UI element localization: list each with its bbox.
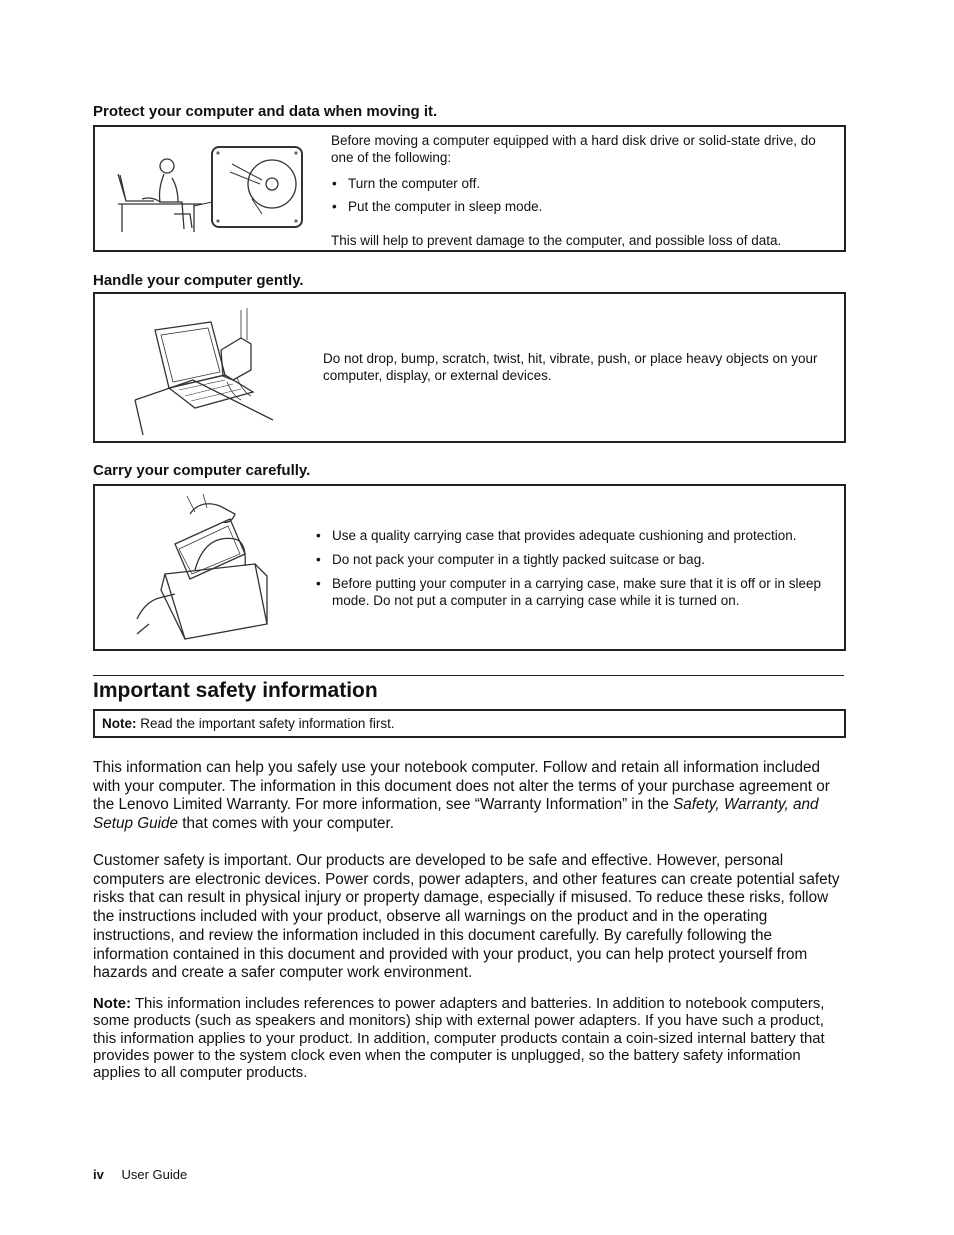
page-footer	[93, 1167, 187, 1182]
paragraph-intro-text-b: that comes with your computer.	[178, 815, 394, 833]
protect-text	[331, 132, 836, 249]
protect-bullet-2: • Put the computer in sleep mode.	[331, 198, 836, 215]
handle-text: Do not drop, bump, scratch, twist, hit, vibrate, push, or place heavy objects on your computer, display, or external devices.	[323, 351, 818, 383]
protect-bullet-1: • Turn the computer off.	[331, 175, 836, 192]
note-label: Note:	[102, 716, 137, 731]
section-heading-carry: Carry your computer carefully.	[93, 462, 311, 479]
note-box	[93, 709, 846, 738]
carrying-case-illustration	[135, 494, 285, 644]
section-divider	[93, 675, 844, 676]
carry-text	[315, 527, 830, 609]
paragraph-note-text: This information includes references to power adapters and batteries. In addition to notebook computers, some products (such as speakers and monitors) ship with external power adapters. If you have such a product, this information applies to your product. In addition, computer products contain a coin-sized internal battery that provides power to the system clock even when the computer is unplugged, so the battery safety information applies to all computer products.	[93, 996, 825, 1082]
protect-intro: Before moving a computer equipped with a hard disk drive or solid-state drive, do one of the following:	[331, 133, 816, 165]
protect-outro: This will help to prevent damage to the computer, and possible loss of data.	[331, 233, 782, 248]
protect-box	[93, 125, 846, 252]
handle-computer-illustration	[133, 300, 278, 435]
footer-title: User Guide	[121, 1167, 188, 1182]
paragraph-intro	[93, 759, 845, 834]
section-heading-protect: Protect your computer and data when moving it.	[93, 103, 438, 120]
handle-box	[93, 292, 846, 443]
paragraph-customer-safety-text: Customer safety is important. Our products are developed to be safe and effective. However, personal computers are electronic devices. Power cords, power adapters, and other features can create potential safety risks that can result in physical injury or property damage, especially if misused. To reduce these risks, follow the instructions included with your product, observe all warnings on the product and in the operating instructions, and review the information included in this document carefully. By carefully following the information contained in this document and provided with your product, you can help protect yourself from hazards and create a safer computer work environment.	[93, 852, 840, 982]
carry-box	[93, 484, 846, 651]
moving-computer-illustration	[112, 144, 307, 234]
paragraph-note-label: Note:	[93, 996, 132, 1012]
section-heading-handle: Handle your computer gently.	[93, 272, 304, 289]
paragraph-customer-safety	[93, 852, 845, 983]
carry-bullet-2: • Do not pack your computer in a tightly packed suitcase or bag.	[315, 551, 830, 568]
paragraph-intro-text-a: This information can help you safely use your notebook computer. Follow and retain all information included with your computer. The information in this document does not alter the terms of your purchase agreement or the Lenovo Limited Warranty. For more information, see “Warranty Information” in the	[93, 759, 830, 814]
page-number: iv	[93, 1167, 104, 1182]
paragraph-note	[93, 996, 845, 1082]
guide-title: Safety, Warranty, and Setup Guide	[93, 796, 819, 833]
carry-bullet-1: • Use a quality carrying case that provides adequate cushioning and protection.	[315, 527, 830, 544]
note-text: Read the important safety information first.	[140, 716, 395, 731]
carry-bullet-3: • Before putting your computer in a carrying case, make sure that it is off or in sleep mode. Do not put a computer in a carrying case while it is turned on.	[315, 575, 830, 609]
page-title: Important safety information	[93, 679, 378, 702]
